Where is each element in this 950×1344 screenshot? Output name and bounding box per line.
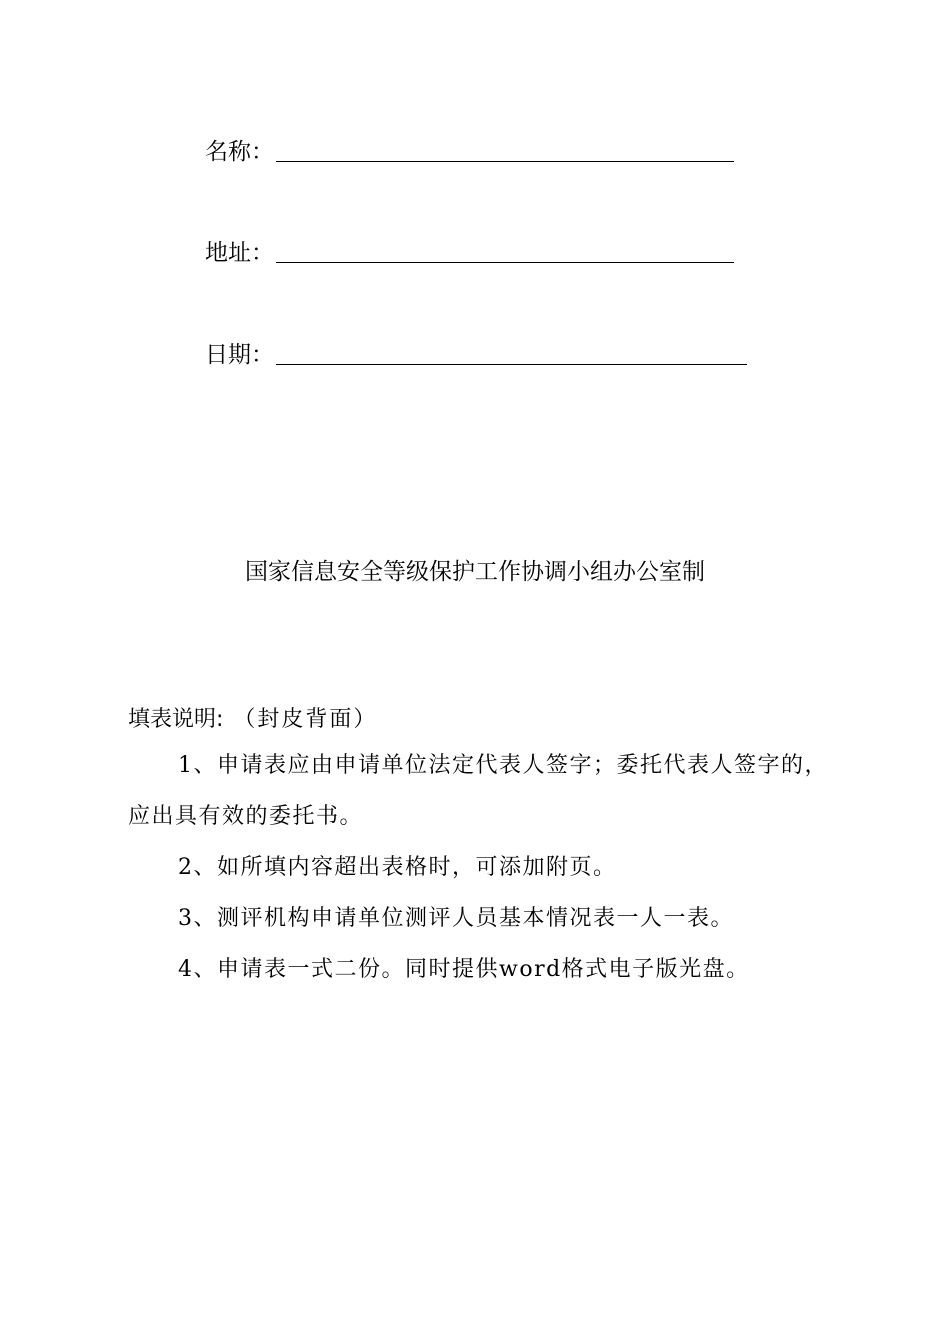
address-label: 地址： [205,240,274,266]
instruction-item: 4、申请表一式二份。同时提供word格式电子版光盘。 [178,957,750,982]
address-field-row [205,232,734,268]
name-field-row [205,131,734,167]
instruction-item: 3、测评机构申请单位测评人员基本情况表一人一表。 [178,906,734,931]
instructions-heading-label: 填表说明: [128,707,224,732]
date-field-row [205,334,747,370]
instructions-heading [128,700,828,740]
instructions-heading-note: （封皮背面） [233,707,378,732]
instruction-item: 1、申请表应由申请单位法定代表人签字；委托代表人签字的，应出具有效的委托书。 [128,753,828,829]
issuer-title: 国家信息安全等级保护工作协调小组办公室制 [245,559,705,585]
name-label: 名称： [205,139,274,165]
date-label: 日期： [205,342,274,368]
instruction-item: 2、如所填内容超出表格时，可添加附页。 [178,855,617,880]
date-blank-line[interactable] [276,364,747,365]
instructions-section [128,700,828,995]
address-blank-line[interactable] [276,262,734,263]
name-blank-line[interactable] [276,161,734,162]
